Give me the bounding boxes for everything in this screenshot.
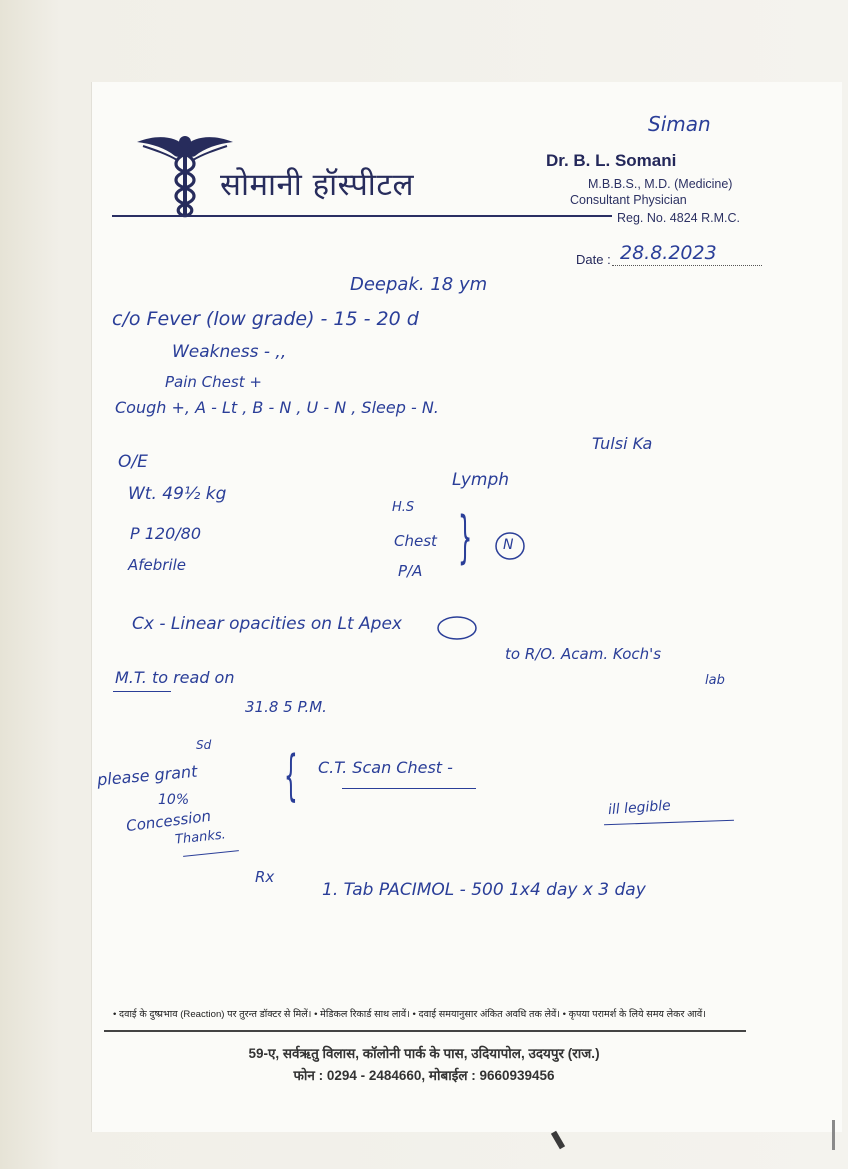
exam-normal: N bbox=[503, 537, 514, 553]
complaint-chest-pain: Pain Chest + bbox=[165, 373, 262, 391]
ct-underline bbox=[342, 788, 476, 789]
scan-edge-mark bbox=[832, 1120, 835, 1150]
doctor-registration: Reg. No. 4824 R.M.C. bbox=[617, 211, 740, 225]
exam-lymph: Lymph bbox=[452, 470, 510, 490]
concession-please: please grant bbox=[96, 761, 199, 790]
complaint-cough: Cough +, A - Lt , B - N , U - N , Sleep - N. bbox=[115, 398, 439, 417]
exam-pa: P/A bbox=[398, 562, 423, 580]
rx-line-1: 1. Tab PACIMOL - 500 1x4 day x 3 day bbox=[322, 880, 646, 900]
concession-percent: 10% bbox=[158, 792, 190, 808]
footer-address: 59-ए, सर्वऋतु विलास, कॉलोनी पार्क के पास, उदियापोल, उदयपुर (राज.) bbox=[248, 1046, 600, 1061]
date-label: Date : bbox=[576, 252, 611, 267]
footer-rule bbox=[104, 1030, 746, 1032]
complaint-weakness: Weakness - ,, bbox=[172, 342, 287, 362]
prescription-sheet bbox=[92, 82, 842, 1132]
concession-sd: Sd bbox=[196, 738, 212, 752]
header-rule bbox=[112, 215, 612, 217]
exam-pulse-bp: P 120/80 bbox=[130, 524, 202, 543]
footer-phone: फोन : 0294 - 2484660, मोबाईल : 9660939456 bbox=[293, 1068, 555, 1083]
left-circle-icon bbox=[436, 614, 480, 642]
handwritten-top-name: Siman bbox=[648, 112, 711, 136]
cxr-lab: lab bbox=[705, 673, 725, 688]
exam-weight: Wt. 49½ kg bbox=[128, 484, 227, 504]
hospital-name: सोमानी हॉस्पीटल bbox=[220, 167, 414, 203]
cxr-ro: to R/O. Acam. Koch's bbox=[505, 645, 662, 663]
concession-thanks: Thanks. bbox=[174, 827, 227, 848]
date-value: 28.8.2023 bbox=[620, 242, 717, 264]
note-tulsi: Tulsi Ka bbox=[592, 434, 653, 453]
exam-brace: } bbox=[458, 505, 473, 570]
complaint-fever: c/o Fever (low grade) - 15 - 20 d bbox=[112, 308, 419, 330]
exam-afebrile: Afebrile bbox=[128, 556, 187, 574]
exam-hs: H.S bbox=[392, 500, 415, 515]
mt-underline bbox=[113, 691, 171, 692]
concession-word: Concession bbox=[125, 806, 212, 836]
cxr-finding: Cx - Linear opacities on Lt Apex bbox=[132, 614, 402, 634]
rx-symbol: Rx bbox=[255, 868, 275, 886]
exam-heading: O/E bbox=[118, 452, 148, 472]
patient-name-age: Deepak. 18 ym bbox=[350, 274, 488, 295]
doctor-signature: ill legible bbox=[607, 797, 672, 819]
exam-chest: Chest bbox=[394, 532, 437, 550]
ct-brace: { bbox=[284, 744, 298, 807]
doctor-name: Dr. B. L. Somani bbox=[546, 151, 677, 170]
doctor-designation: Consultant Physician bbox=[570, 193, 687, 207]
ct-scan-chest: C.T. Scan Chest - bbox=[318, 758, 453, 777]
mt-read-date: 31.8 5 P.M. bbox=[245, 698, 327, 716]
footer-instructions: • दवाई के दुष्प्रभाव (Reaction) पर तुरन्त डॉक्टर से मिलें। • मेडिकल रिकार्ड साथ लावें। • दवाई समयानुसार अंकित अवधि तक लेवें। • कृपया परामर्श के लिये समय लेकर आवें। bbox=[113, 1009, 706, 1020]
mt-test: M.T. to read on bbox=[115, 668, 235, 687]
doctor-qualification: M.B.B.S., M.D. (Medicine) bbox=[588, 177, 733, 191]
date-underline bbox=[612, 265, 762, 266]
